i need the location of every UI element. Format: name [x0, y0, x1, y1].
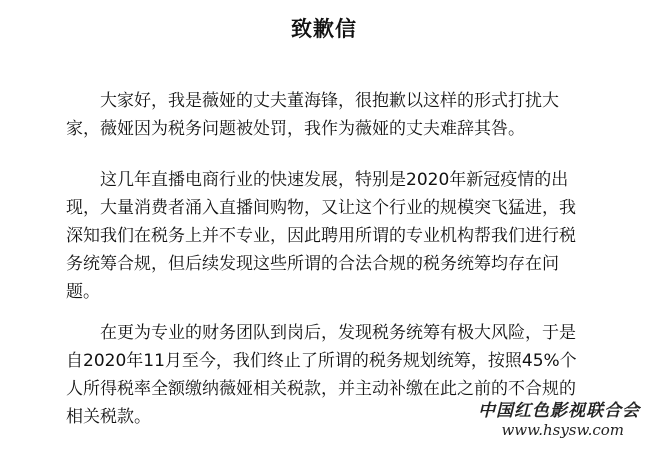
watermark-name: 中国红色影视联合会 [478, 401, 640, 421]
watermark-url: www.hsysw.com [501, 421, 624, 439]
letter-paragraph-2: 这几年直播电商行业的快速发展，特别是2020年新冠疫情的出现，大量消费者涌入直播间购物，又让这个行业的规模突飞猛进，我深知我们在税务上并不专业，因此聘用所谓的专业机构帮我们进行税务统筹合规，但后续发现这些所谓的合法合规的税务统筹均存在问题。 [66, 170, 576, 302]
letter-paragraph-1: 大家好，我是薇娅的丈夫董海锋，很抱歉以这样的形式打扰大家，薇娅因为税务问题被处罚，我作为薇娅的丈夫难辞其咎。 [66, 91, 559, 139]
watermark [478, 401, 640, 439]
letter-title: 致歉信 [291, 17, 357, 41]
letter-paragraph-3: 在更为专业的财务团队到岗后，发现税务统筹有极大风险，于是自2020年11月至今，我们终止了所谓的税务规划统筹，按照45%个人所得税率全额缴纳薇娅相关税款，并主动补缴在此之前的不合规的相关税款。 [66, 323, 577, 427]
